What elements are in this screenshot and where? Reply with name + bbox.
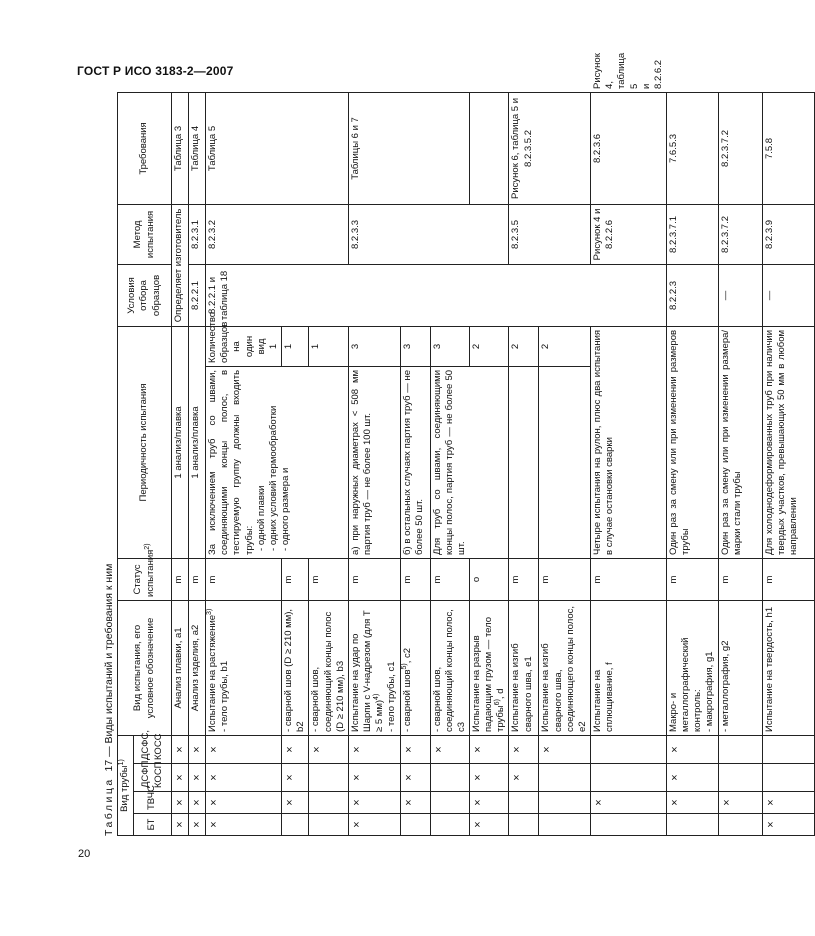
pipe-type-mark: ×: [282, 792, 309, 814]
pipe-type-mark: ×: [189, 764, 206, 792]
table-cell: 1 анализ/плавка: [189, 326, 206, 558]
table-cell: [430, 814, 469, 836]
pipe-type-mark: ×: [206, 764, 282, 792]
table-row: [509, 92, 539, 835]
table-cell: Один раз за смену или при изменении размера/марки стали трубы: [719, 326, 763, 558]
pipe-type-mark: ×: [763, 792, 815, 814]
table-cell: [509, 814, 539, 836]
table-cell: Четыре испытания на рулон, плюс два испытания в случае остановки сварки: [591, 326, 667, 558]
table-cell: 2: [469, 326, 508, 366]
sampling-header: Условия отбора образцов: [118, 264, 172, 326]
table-cell: Испытание на твердость, h1: [763, 600, 815, 735]
table-cell: б) в остальных случаях партия труб — не более 50 шт.: [400, 366, 430, 558]
table-cell: [539, 764, 591, 792]
requirements-header: Требования: [118, 92, 172, 204]
table-cell: 1 анализ/плавка: [172, 326, 189, 558]
table-cell: Испытание на изгиб сварного шва, e1: [509, 600, 539, 735]
table-row: [206, 92, 282, 835]
pipe-type-mark: ×: [348, 764, 400, 792]
pipe-type-mark: ×: [206, 792, 282, 814]
pipe-type-mark: ×: [509, 735, 539, 763]
table-cell: Количество образцов на один вид 1: [206, 326, 282, 366]
table-cell: [591, 814, 667, 836]
table-cell: 8.2.3.7.2: [719, 92, 763, 204]
table-row: [348, 92, 400, 835]
table-cell: 8.2.3.7.2: [719, 204, 763, 264]
pipe-type-mark: ×: [469, 814, 508, 836]
table-cell: Макро- и металлографический контроль: - макрография, g1: [667, 600, 719, 735]
pipe-type-mark: ×: [509, 764, 539, 792]
table-cell: 7.6.5.3: [667, 92, 719, 204]
table-cell: 8.2.3.1: [189, 204, 206, 264]
table-cell: Анализ плавки, a1: [172, 600, 189, 735]
table-cell: [591, 764, 667, 792]
page-number: 20: [78, 848, 91, 860]
table-cell: Таблица 3: [172, 92, 189, 204]
pipe-type-mark: ×: [309, 735, 348, 763]
pipe-type-mark: ×: [348, 735, 400, 763]
table-cell: Испытание на удар по Шарпи с V-надрезом (для T ≥ 5 мм)$^{4)}$ - тело трубы, c1: [348, 600, 400, 735]
table-cell: Для труб со швами, соединяющими концы полос, партия труб — не более 50 шт.: [430, 366, 509, 558]
table-cell: - сварной шов (D ≥ 210 мм), b2: [282, 600, 309, 735]
pipe-type-mark: ×: [591, 792, 667, 814]
pipe-type-mark: ×: [539, 735, 591, 763]
table-row: [172, 92, 189, 835]
method-header: Метод испытания: [118, 204, 172, 264]
table-cell: m: [206, 558, 282, 600]
pipe-type-mark: ×: [172, 792, 189, 814]
caption-number: 17: [103, 759, 115, 772]
table-caption: [101, 93, 117, 836]
pipe-type-mark: ×: [172, 764, 189, 792]
pipe-type-header: Вид трубы$^{1)}$: [118, 735, 134, 835]
status-header: Статус испытания$^{2)}$: [118, 558, 172, 600]
table-cell: m: [189, 558, 206, 600]
table-cell: [282, 814, 309, 836]
table-cell: [400, 814, 430, 836]
table-cell: m: [400, 558, 430, 600]
pipe-type-mark: ×: [469, 792, 508, 814]
table-cell: а) при наружных диаметрах < 508 мм партия труб — не более 100 шт.: [348, 366, 400, 558]
table-cell: [309, 764, 348, 792]
pipe-type-mark: ×: [469, 735, 508, 763]
dsfp-header: ДСФП, КОСП: [134, 764, 172, 792]
table-cell: [591, 735, 667, 763]
test-kind-header: Вид испытания, его условное обозначение: [118, 600, 172, 735]
table-cell: m: [719, 558, 763, 600]
table-cell: Для холоднодеформированных труб при наличии твердых участков, превышающих 50 мм в любом направлении: [763, 326, 815, 558]
pipe-type-mark: ×: [667, 792, 719, 814]
table-cell: 8.2.2.3: [667, 264, 719, 326]
table-cell: [430, 792, 469, 814]
table-cell: m: [667, 558, 719, 600]
pipe-type-mark: ×: [348, 814, 400, 836]
table-cell: [763, 764, 815, 792]
table-cell: Испытание на сплющивание, f: [591, 600, 667, 735]
table-cell: Испытание на разрыв падающим грузом — тело трубы$^{6)}$, d: [469, 600, 508, 735]
table-cell: [763, 735, 815, 763]
pipe-type-mark: ×: [400, 735, 430, 763]
pipe-type-mark: ×: [763, 814, 815, 836]
pipe-type-mark: ×: [348, 792, 400, 814]
table-row: [189, 92, 206, 835]
table-cell: [667, 814, 719, 836]
table-cell: 8.2.3.2: [206, 204, 349, 264]
table-cell: 2: [509, 326, 539, 366]
table-cell: Один раз за смену или при изменении размеров трубы: [667, 326, 719, 558]
caption-text: — Виды испытаний и требования к ним: [103, 563, 115, 757]
table-cell: m: [309, 558, 348, 600]
table-cell: m: [591, 558, 667, 600]
table-cell: 2: [539, 326, 591, 366]
table-cell: 3: [430, 326, 469, 366]
dsfs-header: ДСФС, КОСС: [134, 735, 172, 763]
pipe-type-mark: ×: [430, 735, 469, 763]
table-cell: Анализ изделия, a2: [189, 600, 206, 735]
table-cell: 1: [282, 326, 309, 366]
table-cell: [509, 792, 539, 814]
table-cell: [539, 814, 591, 836]
pipe-type-mark: ×: [667, 764, 719, 792]
table-cell: 8.2.3.5: [509, 204, 591, 264]
table-row: × Испытание на сплющивание, f m Четыре испытания на рулон, плюс два испытания в случае остановки сварки Рисунок 4 и 8.2.2.6 8.2.3.6 Рисунок 4, таблица 5 и 8.2.6.2: [591, 92, 667, 835]
table-cell: [719, 814, 763, 836]
table-cell: m: [282, 558, 309, 600]
table-cell: m: [763, 558, 815, 600]
table-cell: 8.2.2.1: [189, 264, 206, 326]
pipe-type-mark: ×: [206, 735, 282, 763]
table-cell: m: [509, 558, 539, 600]
table-cell: [309, 814, 348, 836]
table-cell: 8.2.3.9: [763, 204, 815, 264]
table-row: [667, 92, 719, 835]
pipe-type-mark: ×: [172, 814, 189, 836]
bt-header: БТ: [134, 814, 172, 836]
table-cell: Испытание на изгиб сварного шва, соединяющего концы полос, e2: [539, 600, 591, 735]
table-cell: [469, 92, 508, 204]
tvchs-header: ТВЧС: [134, 792, 172, 814]
table-cell: —: [719, 264, 763, 326]
pipe-type-mark: ×: [719, 792, 763, 814]
table-cell: m: [539, 558, 591, 600]
table-cell: - сварной шов$^{5)}$, c2: [400, 600, 430, 735]
table-cell: 8.2.3.3: [348, 204, 509, 264]
caption-label: Таблица: [103, 777, 115, 836]
table-cell: 8.2.3.7.1: [667, 204, 719, 264]
pipe-type-mark: ×: [400, 792, 430, 814]
table-cell: m: [348, 558, 400, 600]
table-cell: [430, 764, 469, 792]
table-cell: Таблица 4: [189, 92, 206, 204]
document-title: ГОСТ Р ИСО 3183-2—2007: [77, 64, 234, 78]
table-cell: - металлография, g2: [719, 600, 763, 735]
table-cell: - сварной шов, соединяющий концы полос (D ≥ 210 мм), b3: [309, 600, 348, 735]
table-cell: - сварной шов, соединяющий концы полос, c3: [430, 600, 469, 735]
pipe-type-mark: ×: [189, 792, 206, 814]
pipe-type-mark: ×: [206, 814, 282, 836]
table-cell: 7.5.8: [763, 92, 815, 204]
table-cell: [509, 366, 539, 558]
table-cell: Таблицы 6 и 7: [348, 92, 469, 204]
frequency-header: Периодичность испытания: [118, 326, 172, 558]
pipe-type-mark: ×: [172, 735, 189, 763]
table-cell: 1: [309, 326, 348, 366]
pipe-type-mark: ×: [469, 764, 508, 792]
pipe-type-mark: ×: [282, 764, 309, 792]
table-cell: 3: [400, 326, 430, 366]
table-cell: m: [172, 558, 189, 600]
pipe-type-mark: ×: [400, 764, 430, 792]
table-cell: [539, 366, 591, 558]
table-cell: m: [430, 558, 469, 600]
table-cell: [719, 735, 763, 763]
pipe-type-mark: ×: [189, 814, 206, 836]
table-cell: Рисунок 4 и 8.2.2.6: [591, 204, 667, 264]
table-cell: 3: [348, 326, 400, 366]
pipe-type-mark: ×: [282, 735, 309, 763]
table-cell: [309, 792, 348, 814]
table-cell: Таблица 5: [206, 92, 349, 204]
pipe-type-mark: ×: [667, 735, 719, 763]
table-cell: Рисунок 6, таблица 5 и 8.2.3.5.2: [509, 92, 591, 204]
table-cell: Испытание на растяжение$^{3)}$ - тело трубы, b1: [206, 600, 282, 735]
table-cell: Определяет изготовитель: [172, 204, 189, 326]
table-cell: 8.2.2.1 и таблица 18: [206, 264, 667, 326]
table-cell: 8.2.3.6: [591, 92, 667, 204]
table-cell: —: [763, 264, 815, 326]
table-cell: [719, 764, 763, 792]
table-row: [719, 92, 763, 835]
table-cell: [539, 792, 591, 814]
table-row: [763, 92, 815, 835]
table-cell: За исключением труб со швами, соединяющими концы полос, в тестируемую группу должны входить трубы: - одной плавки - одних условий термообработки - одного размера и: [206, 366, 349, 558]
table-cell: o: [469, 558, 508, 600]
pipe-type-mark: ×: [189, 735, 206, 763]
